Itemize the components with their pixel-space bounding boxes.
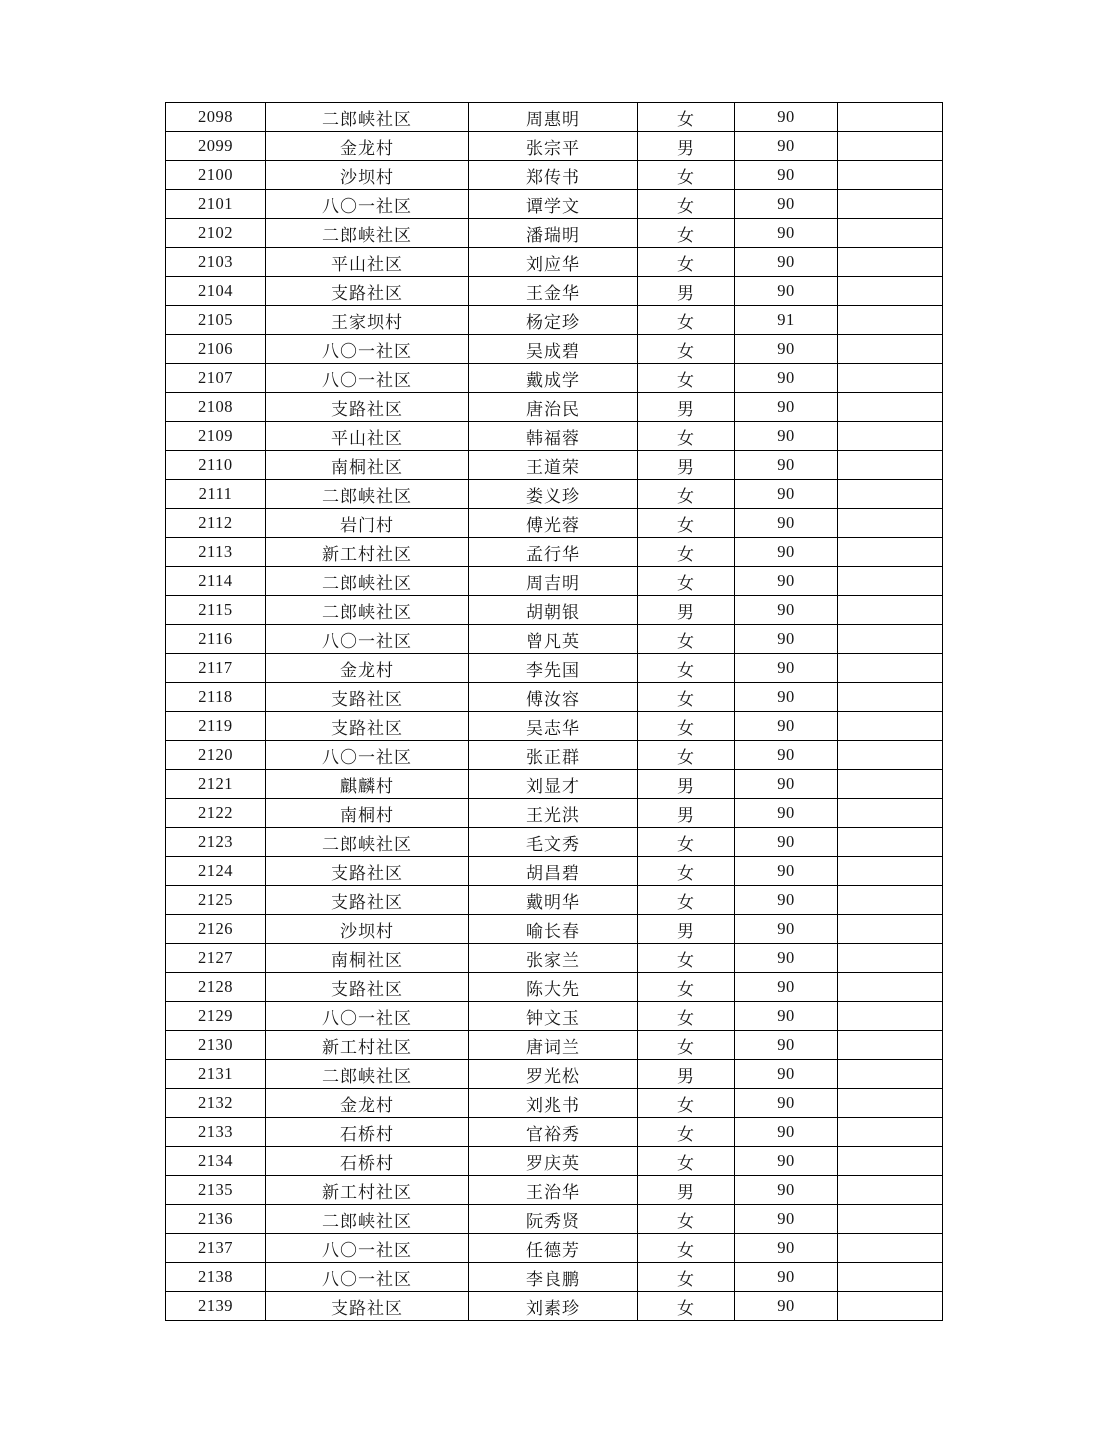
cell-score: 90 <box>735 103 838 132</box>
table-row <box>166 712 943 741</box>
cell-note <box>838 886 943 915</box>
cell-note <box>838 306 943 335</box>
cell-gender: 女 <box>638 190 735 219</box>
cell-name: 罗庆英 <box>469 1147 638 1176</box>
cell-index: 2124 <box>166 857 266 886</box>
cell-gender: 女 <box>638 538 735 567</box>
cell-index: 2122 <box>166 799 266 828</box>
cell-index: 2132 <box>166 1089 266 1118</box>
cell-index: 2137 <box>166 1234 266 1263</box>
cell-index: 2130 <box>166 1031 266 1060</box>
cell-note <box>838 567 943 596</box>
table-row <box>166 103 943 132</box>
cell-name: 王金华 <box>469 277 638 306</box>
cell-gender: 男 <box>638 277 735 306</box>
cell-gender: 男 <box>638 915 735 944</box>
roster-table-body <box>166 103 943 1321</box>
cell-index: 2103 <box>166 248 266 277</box>
table-row <box>166 393 943 422</box>
cell-name: 胡昌碧 <box>469 857 638 886</box>
table-row <box>166 1060 943 1089</box>
table-row <box>166 364 943 393</box>
table-row <box>166 886 943 915</box>
cell-name: 唐治民 <box>469 393 638 422</box>
cell-score: 90 <box>735 1205 838 1234</box>
cell-village: 八〇一社区 <box>266 1002 469 1031</box>
cell-index: 2105 <box>166 306 266 335</box>
cell-index: 2129 <box>166 1002 266 1031</box>
cell-index: 2107 <box>166 364 266 393</box>
cell-note <box>838 828 943 857</box>
cell-note <box>838 219 943 248</box>
cell-note <box>838 799 943 828</box>
cell-index: 2112 <box>166 509 266 538</box>
cell-score: 90 <box>735 393 838 422</box>
cell-village: 八〇一社区 <box>266 1263 469 1292</box>
cell-index: 2101 <box>166 190 266 219</box>
table-row <box>166 741 943 770</box>
cell-name: 周惠明 <box>469 103 638 132</box>
table-row <box>166 944 943 973</box>
cell-gender: 女 <box>638 480 735 509</box>
cell-score: 90 <box>735 567 838 596</box>
cell-index: 2125 <box>166 886 266 915</box>
cell-name: 李先国 <box>469 654 638 683</box>
cell-gender: 女 <box>638 1234 735 1263</box>
cell-gender: 女 <box>638 1118 735 1147</box>
table-row <box>166 480 943 509</box>
cell-gender: 男 <box>638 1060 735 1089</box>
cell-village: 八〇一社区 <box>266 190 469 219</box>
cell-name: 潘瑞明 <box>469 219 638 248</box>
cell-name: 毛文秀 <box>469 828 638 857</box>
table-row <box>166 335 943 364</box>
table-row <box>166 567 943 596</box>
table-row <box>166 509 943 538</box>
cell-village: 南桐村 <box>266 799 469 828</box>
cell-score: 90 <box>735 1176 838 1205</box>
cell-index: 2099 <box>166 132 266 161</box>
cell-note <box>838 1060 943 1089</box>
cell-score: 90 <box>735 712 838 741</box>
table-row <box>166 1176 943 1205</box>
cell-name: 官裕秀 <box>469 1118 638 1147</box>
cell-name: 傅光蓉 <box>469 509 638 538</box>
cell-note <box>838 741 943 770</box>
cell-index: 2102 <box>166 219 266 248</box>
table-row <box>166 161 943 190</box>
cell-score: 90 <box>735 364 838 393</box>
cell-index: 2133 <box>166 1118 266 1147</box>
cell-score: 90 <box>735 1118 838 1147</box>
cell-score: 90 <box>735 915 838 944</box>
cell-note <box>838 915 943 944</box>
table-row <box>166 799 943 828</box>
cell-village: 二郎峡社区 <box>266 1205 469 1234</box>
cell-note <box>838 1263 943 1292</box>
cell-name: 胡朝银 <box>469 596 638 625</box>
cell-name: 郑传书 <box>469 161 638 190</box>
cell-index: 2119 <box>166 712 266 741</box>
cell-index: 2106 <box>166 335 266 364</box>
cell-name: 唐词兰 <box>469 1031 638 1060</box>
cell-gender: 女 <box>638 1292 735 1321</box>
cell-index: 2121 <box>166 770 266 799</box>
cell-village: 支路社区 <box>266 973 469 1002</box>
cell-note <box>838 1176 943 1205</box>
cell-note <box>838 132 943 161</box>
table-row <box>166 1234 943 1263</box>
cell-index: 2114 <box>166 567 266 596</box>
cell-note <box>838 1234 943 1263</box>
cell-score: 90 <box>735 480 838 509</box>
cell-name: 娄义珍 <box>469 480 638 509</box>
cell-village: 支路社区 <box>266 886 469 915</box>
cell-name: 韩福蓉 <box>469 422 638 451</box>
cell-village: 二郎峡社区 <box>266 1060 469 1089</box>
cell-gender: 女 <box>638 567 735 596</box>
cell-score: 90 <box>735 857 838 886</box>
cell-note <box>838 538 943 567</box>
cell-name: 傅汝容 <box>469 683 638 712</box>
cell-name: 钟文玉 <box>469 1002 638 1031</box>
cell-village: 支路社区 <box>266 1292 469 1321</box>
cell-name: 王光洪 <box>469 799 638 828</box>
table-row <box>166 1031 943 1060</box>
table-row <box>166 306 943 335</box>
cell-village: 石桥村 <box>266 1118 469 1147</box>
cell-note <box>838 596 943 625</box>
cell-gender: 女 <box>638 973 735 1002</box>
cell-village: 支路社区 <box>266 712 469 741</box>
cell-score: 90 <box>735 451 838 480</box>
cell-score: 90 <box>735 1089 838 1118</box>
cell-name: 吴成碧 <box>469 335 638 364</box>
cell-note <box>838 654 943 683</box>
cell-note <box>838 509 943 538</box>
cell-index: 2116 <box>166 625 266 654</box>
cell-village: 南桐社区 <box>266 944 469 973</box>
cell-score: 90 <box>735 625 838 654</box>
cell-score: 90 <box>735 741 838 770</box>
cell-name: 王治华 <box>469 1176 638 1205</box>
cell-village: 新工村社区 <box>266 538 469 567</box>
cell-name: 阮秀贤 <box>469 1205 638 1234</box>
cell-name: 刘兆书 <box>469 1089 638 1118</box>
cell-gender: 男 <box>638 451 735 480</box>
cell-note <box>838 277 943 306</box>
cell-name: 吴志华 <box>469 712 638 741</box>
cell-note <box>838 1118 943 1147</box>
cell-gender: 男 <box>638 393 735 422</box>
cell-village: 二郎峡社区 <box>266 828 469 857</box>
cell-score: 90 <box>735 219 838 248</box>
cell-name: 戴明华 <box>469 886 638 915</box>
cell-note <box>838 1031 943 1060</box>
cell-index: 2126 <box>166 915 266 944</box>
cell-village: 新工村社区 <box>266 1031 469 1060</box>
table-row <box>166 973 943 1002</box>
cell-note <box>838 248 943 277</box>
table-row <box>166 828 943 857</box>
cell-index: 2110 <box>166 451 266 480</box>
cell-gender: 女 <box>638 712 735 741</box>
cell-note <box>838 422 943 451</box>
cell-village: 八〇一社区 <box>266 1234 469 1263</box>
cell-index: 2134 <box>166 1147 266 1176</box>
cell-score: 90 <box>735 538 838 567</box>
cell-village: 八〇一社区 <box>266 364 469 393</box>
cell-note <box>838 103 943 132</box>
cell-gender: 女 <box>638 306 735 335</box>
cell-score: 90 <box>735 770 838 799</box>
cell-score: 90 <box>735 509 838 538</box>
cell-index: 2135 <box>166 1176 266 1205</box>
table-row <box>166 1263 943 1292</box>
cell-gender: 女 <box>638 103 735 132</box>
cell-village: 八〇一社区 <box>266 741 469 770</box>
cell-score: 90 <box>735 335 838 364</box>
cell-note <box>838 683 943 712</box>
cell-score: 90 <box>735 1060 838 1089</box>
cell-gender: 女 <box>638 422 735 451</box>
cell-gender: 女 <box>638 1002 735 1031</box>
cell-score: 90 <box>735 1147 838 1176</box>
cell-note <box>838 480 943 509</box>
cell-gender: 女 <box>638 625 735 654</box>
cell-index: 2098 <box>166 103 266 132</box>
cell-note <box>838 1205 943 1234</box>
table-row <box>166 219 943 248</box>
cell-score: 90 <box>735 277 838 306</box>
cell-name: 任德芳 <box>469 1234 638 1263</box>
cell-score: 90 <box>735 654 838 683</box>
cell-gender: 女 <box>638 857 735 886</box>
cell-gender: 男 <box>638 132 735 161</box>
table-row <box>166 277 943 306</box>
table-row <box>166 857 943 886</box>
table-row <box>166 915 943 944</box>
cell-note <box>838 625 943 654</box>
cell-note <box>838 1089 943 1118</box>
cell-score: 90 <box>735 1031 838 1060</box>
cell-village: 二郎峡社区 <box>266 567 469 596</box>
cell-gender: 女 <box>638 828 735 857</box>
cell-gender: 女 <box>638 741 735 770</box>
cell-note <box>838 161 943 190</box>
cell-village: 沙坝村 <box>266 915 469 944</box>
cell-score: 90 <box>735 422 838 451</box>
cell-index: 2100 <box>166 161 266 190</box>
cell-name: 张家兰 <box>469 944 638 973</box>
cell-score: 90 <box>735 944 838 973</box>
cell-name: 张正群 <box>469 741 638 770</box>
cell-index: 2138 <box>166 1263 266 1292</box>
table-row <box>166 770 943 799</box>
cell-index: 2111 <box>166 480 266 509</box>
cell-gender: 女 <box>638 944 735 973</box>
cell-score: 91 <box>735 306 838 335</box>
cell-gender: 女 <box>638 161 735 190</box>
cell-village: 二郎峡社区 <box>266 596 469 625</box>
cell-gender: 女 <box>638 219 735 248</box>
table-row <box>166 422 943 451</box>
cell-gender: 男 <box>638 596 735 625</box>
table-row <box>166 132 943 161</box>
cell-note <box>838 335 943 364</box>
cell-index: 2104 <box>166 277 266 306</box>
cell-score: 90 <box>735 973 838 1002</box>
cell-village: 八〇一社区 <box>266 625 469 654</box>
cell-village: 支路社区 <box>266 857 469 886</box>
table-row <box>166 1147 943 1176</box>
cell-gender: 女 <box>638 886 735 915</box>
table-row <box>166 683 943 712</box>
cell-name: 王道荣 <box>469 451 638 480</box>
cell-village: 金龙村 <box>266 1089 469 1118</box>
cell-index: 2120 <box>166 741 266 770</box>
table-row <box>166 538 943 567</box>
cell-score: 90 <box>735 1002 838 1031</box>
cell-note <box>838 973 943 1002</box>
cell-village: 平山社区 <box>266 248 469 277</box>
cell-index: 2128 <box>166 973 266 1002</box>
cell-name: 曾凡英 <box>469 625 638 654</box>
cell-note <box>838 1002 943 1031</box>
cell-gender: 男 <box>638 1176 735 1205</box>
cell-score: 90 <box>735 799 838 828</box>
cell-index: 2115 <box>166 596 266 625</box>
cell-gender: 女 <box>638 1147 735 1176</box>
cell-village: 平山社区 <box>266 422 469 451</box>
table-row <box>166 248 943 277</box>
cell-index: 2123 <box>166 828 266 857</box>
cell-note <box>838 393 943 422</box>
cell-score: 90 <box>735 886 838 915</box>
table-row <box>166 1089 943 1118</box>
cell-gender: 女 <box>638 335 735 364</box>
table-row <box>166 1118 943 1147</box>
table-row <box>166 596 943 625</box>
cell-village: 麒麟村 <box>266 770 469 799</box>
cell-score: 90 <box>735 1234 838 1263</box>
roster-table <box>165 102 943 1321</box>
cell-index: 2118 <box>166 683 266 712</box>
cell-index: 2139 <box>166 1292 266 1321</box>
cell-name: 谭学文 <box>469 190 638 219</box>
cell-score: 90 <box>735 161 838 190</box>
cell-village: 南桐社区 <box>266 451 469 480</box>
cell-village: 金龙村 <box>266 132 469 161</box>
cell-note <box>838 1147 943 1176</box>
cell-village: 支路社区 <box>266 277 469 306</box>
cell-name: 陈大先 <box>469 973 638 1002</box>
cell-gender: 男 <box>638 770 735 799</box>
cell-gender: 女 <box>638 1089 735 1118</box>
cell-score: 90 <box>735 1292 838 1321</box>
cell-name: 周吉明 <box>469 567 638 596</box>
cell-village: 八〇一社区 <box>266 335 469 364</box>
cell-gender: 女 <box>638 1205 735 1234</box>
cell-gender: 女 <box>638 364 735 393</box>
cell-village: 二郎峡社区 <box>266 103 469 132</box>
cell-village: 金龙村 <box>266 654 469 683</box>
cell-note <box>838 857 943 886</box>
table-row <box>166 1002 943 1031</box>
cell-village: 王家坝村 <box>266 306 469 335</box>
cell-score: 90 <box>735 190 838 219</box>
cell-village: 支路社区 <box>266 393 469 422</box>
cell-name: 孟行华 <box>469 538 638 567</box>
cell-name: 刘显才 <box>469 770 638 799</box>
cell-gender: 男 <box>638 799 735 828</box>
table-row <box>166 451 943 480</box>
cell-village: 支路社区 <box>266 683 469 712</box>
cell-index: 2127 <box>166 944 266 973</box>
cell-name: 杨定珍 <box>469 306 638 335</box>
cell-name: 戴成学 <box>469 364 638 393</box>
cell-score: 90 <box>735 132 838 161</box>
cell-gender: 女 <box>638 1263 735 1292</box>
cell-index: 2136 <box>166 1205 266 1234</box>
cell-name: 李良鹏 <box>469 1263 638 1292</box>
cell-score: 90 <box>735 1263 838 1292</box>
cell-score: 90 <box>735 248 838 277</box>
table-row <box>166 1292 943 1321</box>
cell-name: 张宗平 <box>469 132 638 161</box>
cell-gender: 女 <box>638 509 735 538</box>
cell-name: 喻长春 <box>469 915 638 944</box>
table-row <box>166 1205 943 1234</box>
cell-score: 90 <box>735 683 838 712</box>
cell-village: 石桥村 <box>266 1147 469 1176</box>
cell-note <box>838 190 943 219</box>
cell-note <box>838 451 943 480</box>
cell-index: 2109 <box>166 422 266 451</box>
cell-score: 90 <box>735 596 838 625</box>
cell-note <box>838 944 943 973</box>
cell-gender: 女 <box>638 248 735 277</box>
cell-village: 新工村社区 <box>266 1176 469 1205</box>
cell-index: 2113 <box>166 538 266 567</box>
cell-index: 2108 <box>166 393 266 422</box>
cell-note <box>838 770 943 799</box>
cell-name: 罗光松 <box>469 1060 638 1089</box>
cell-score: 90 <box>735 828 838 857</box>
cell-village: 二郎峡社区 <box>266 480 469 509</box>
cell-gender: 女 <box>638 1031 735 1060</box>
cell-index: 2117 <box>166 654 266 683</box>
cell-note <box>838 364 943 393</box>
cell-gender: 女 <box>638 654 735 683</box>
cell-name: 刘应华 <box>469 248 638 277</box>
cell-village: 沙坝村 <box>266 161 469 190</box>
cell-gender: 女 <box>638 683 735 712</box>
cell-village: 岩门村 <box>266 509 469 538</box>
cell-note <box>838 1292 943 1321</box>
cell-index: 2131 <box>166 1060 266 1089</box>
table-row <box>166 625 943 654</box>
cell-village: 二郎峡社区 <box>266 219 469 248</box>
table-row <box>166 654 943 683</box>
cell-name: 刘素珍 <box>469 1292 638 1321</box>
table-row <box>166 190 943 219</box>
cell-note <box>838 712 943 741</box>
